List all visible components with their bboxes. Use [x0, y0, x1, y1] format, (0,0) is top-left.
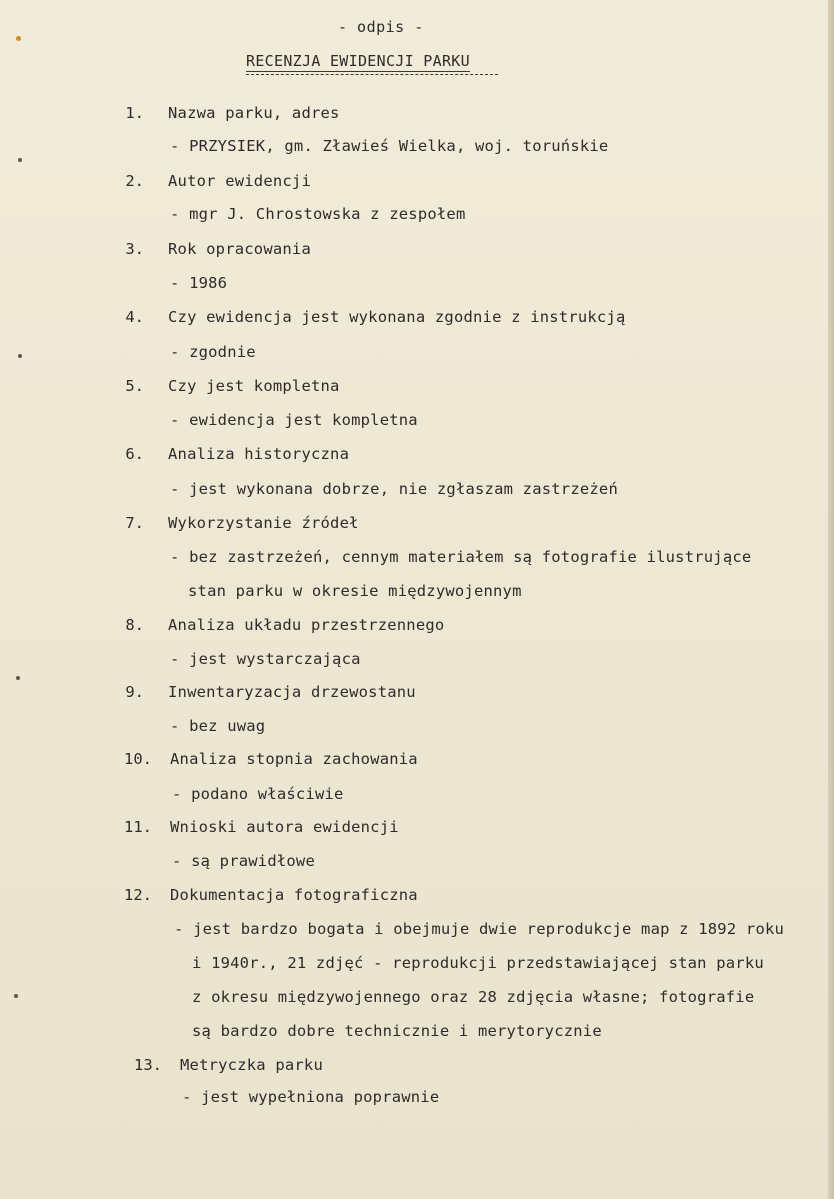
item-question: Autor ewidencji	[168, 172, 311, 190]
item-number: 1.	[125, 104, 144, 122]
item-question: Czy jest kompletna	[168, 377, 340, 395]
item-number: 5.	[125, 377, 144, 395]
item-question: Dokumentacja fotograficzna	[170, 886, 418, 904]
item-question: Rok opracowania	[168, 240, 311, 258]
item-answer: - bez zastrzeżeń, cennym materiałem są fotografie ilustrujące	[170, 548, 752, 566]
document-title: RECENZJA EWIDENCJI PARKU	[246, 52, 470, 70]
item-number: 8.	[125, 616, 144, 634]
item-number: 6.	[125, 445, 144, 463]
item-number: 2.	[125, 172, 144, 190]
item-number: 7.	[125, 514, 144, 532]
margin-mark	[18, 158, 22, 162]
margin-mark	[18, 354, 22, 358]
item-answer: - są prawidłowe	[172, 852, 315, 870]
margin-mark	[16, 676, 20, 680]
odpis-label: - odpis -	[338, 18, 424, 36]
item-question: Metryczka parku	[180, 1056, 323, 1074]
item-number: 11.	[124, 818, 152, 836]
item-answer: i 1940r., 21 zdjęć - reprodukcji przedstawiającej stan parku	[192, 954, 764, 972]
item-answer: są bardzo dobre technicznie i merytorycznie	[192, 1022, 602, 1040]
item-question: Wykorzystanie źródeł	[168, 514, 359, 532]
item-answer: - mgr J. Chrostowska z zespołem	[170, 205, 466, 223]
item-number: 3.	[125, 240, 144, 258]
item-answer: - 1986	[170, 274, 228, 292]
item-number: 13.	[134, 1056, 162, 1074]
item-number: 9.	[125, 683, 144, 701]
item-question: Czy ewidencja jest wykonana zgodnie z instrukcją	[168, 308, 626, 326]
margin-mark	[14, 994, 18, 998]
item-number: 10.	[124, 750, 152, 768]
item-answer: - podano właściwie	[172, 785, 344, 803]
margin-mark	[16, 36, 21, 41]
item-answer: z okresu międzywojennego oraz 28 zdjęcia własne; fotografie	[192, 988, 755, 1006]
item-answer: - PRZYSIEK, gm. Zławieś Wielka, woj. toruńskie	[170, 137, 609, 155]
item-question: Analiza układu przestrzennego	[168, 616, 445, 634]
item-answer: - bez uwag	[170, 717, 266, 735]
item-answer: - jest wystarczająca	[170, 650, 361, 668]
item-answer: - jest wypełniona poprawnie	[182, 1088, 440, 1106]
item-answer: - jest bardzo bogata i obejmuje dwie reprodukcje map z 1892 roku	[174, 920, 785, 938]
title-underline	[246, 74, 498, 75]
item-question: Analiza historyczna	[168, 445, 350, 463]
item-answer: - jest wykonana dobrze, nie zgłaszam zastrzeżeń	[170, 480, 618, 498]
item-number: 12.	[124, 886, 152, 904]
item-answer: - ewidencja jest kompletna	[170, 411, 418, 429]
item-question: Nazwa parku, adres	[168, 104, 340, 122]
item-question: Wnioski autora ewidencji	[170, 818, 399, 836]
item-question: Inwentaryzacja drzewostanu	[168, 683, 416, 701]
item-number: 4.	[125, 308, 144, 326]
item-question: Analiza stopnia zachowania	[170, 750, 418, 768]
item-answer: - zgodnie	[170, 343, 256, 361]
item-answer: stan parku w okresie międzywojennym	[188, 582, 522, 600]
page-edge	[828, 0, 834, 1199]
